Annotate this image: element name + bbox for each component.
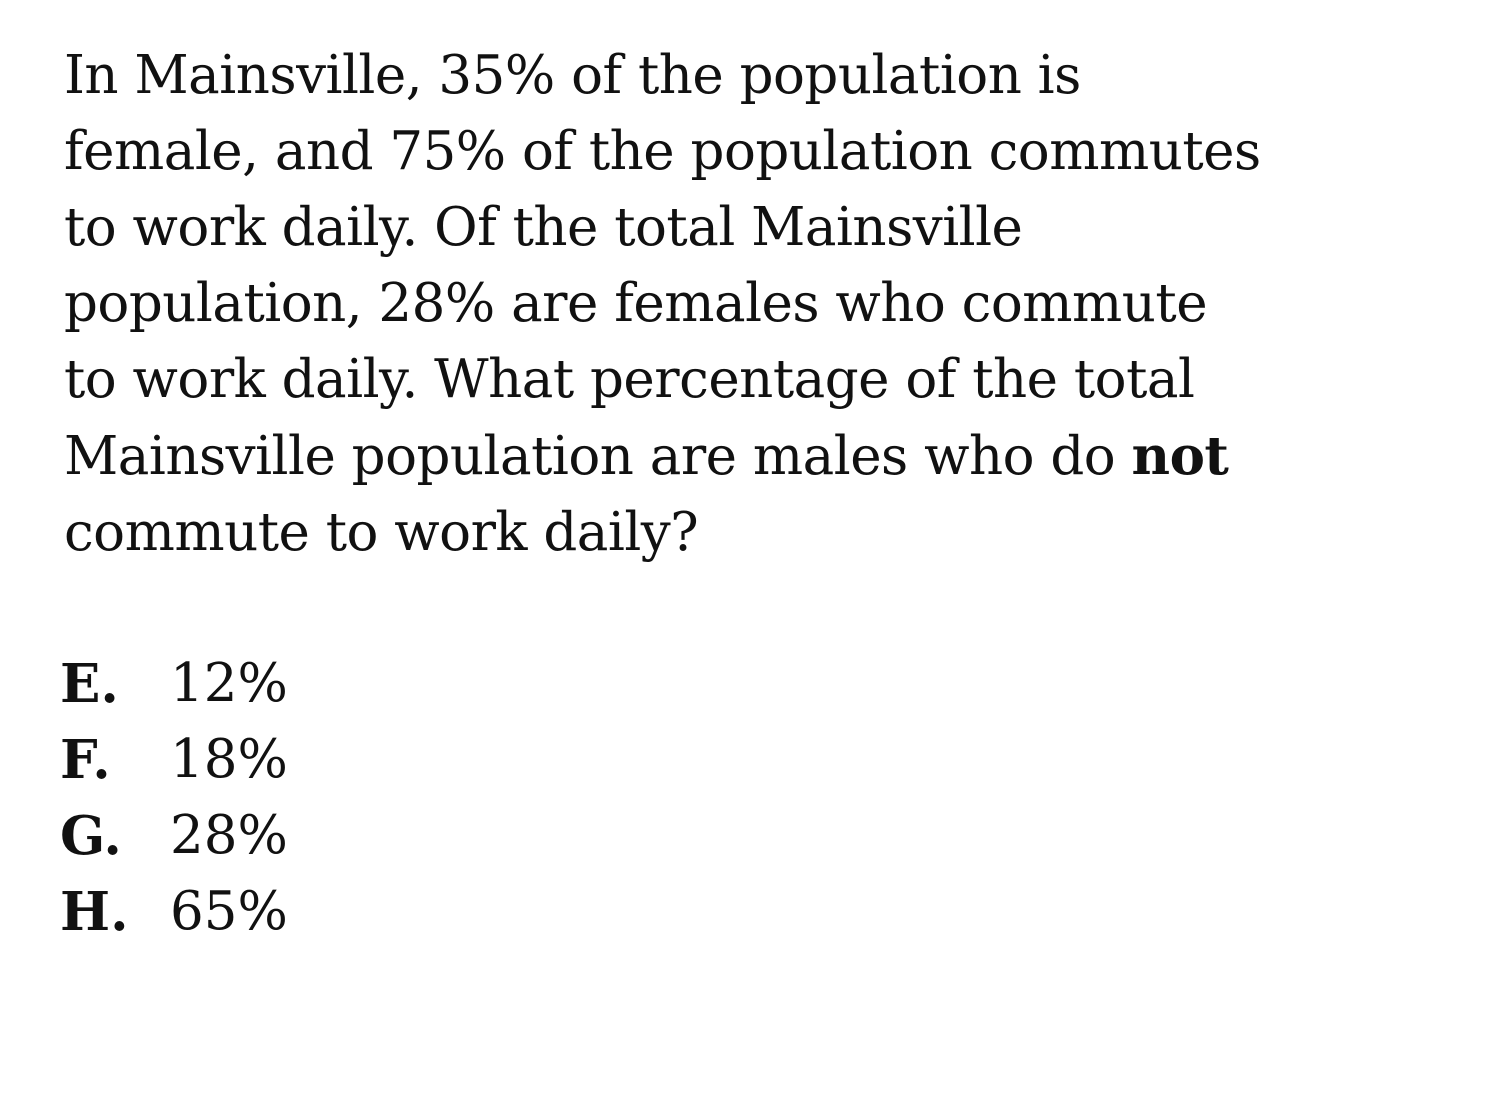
choice-h[interactable] xyxy=(60,874,288,950)
choice-value: 28% xyxy=(170,805,288,866)
question-line: population, 28% are females who commute xyxy=(64,273,1208,334)
choice-letter: H. xyxy=(60,881,129,943)
choice-value: 65% xyxy=(170,881,288,942)
choice-letter: E. xyxy=(60,653,119,715)
question-line: In Mainsville, 35% of the population is xyxy=(64,45,1081,106)
choice-letter: G. xyxy=(60,805,122,867)
question-text xyxy=(64,38,1424,571)
question-line xyxy=(64,418,1424,495)
choice-letter: F. xyxy=(60,729,111,791)
question-line: commute to work daily? xyxy=(64,502,699,563)
emphasis-not: not xyxy=(1131,425,1229,487)
choice-f[interactable] xyxy=(60,722,288,798)
choice-g[interactable] xyxy=(60,798,288,874)
choice-value: 18% xyxy=(170,729,288,790)
question-line-text: Mainsville population are males who do xyxy=(64,426,1132,487)
question-line: female, and 75% of the population commutes xyxy=(64,121,1261,182)
question-line: to work daily. What percentage of the total xyxy=(64,349,1195,410)
question-line: to work daily. Of the total Mainsville xyxy=(64,197,1023,258)
choice-value: 12% xyxy=(170,653,288,714)
choice-e[interactable] xyxy=(60,646,288,722)
answer-choices xyxy=(60,646,288,950)
